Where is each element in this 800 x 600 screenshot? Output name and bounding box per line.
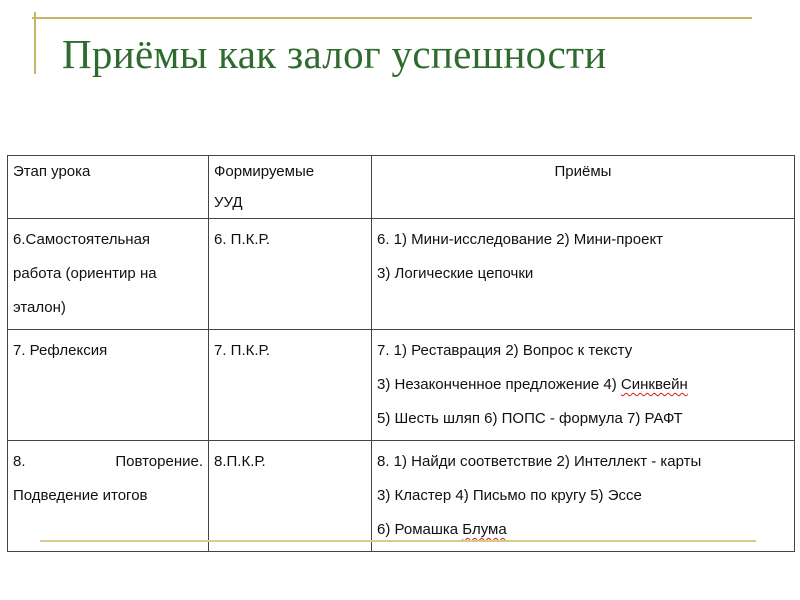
header-techniques-label: Приёмы — [554, 163, 612, 180]
header-uud-line1: Формируемые — [214, 163, 315, 180]
stage-line — [13, 257, 203, 291]
header-uud-line2: УУД — [214, 194, 243, 211]
stage-text: работа (ориентир на — [13, 265, 157, 282]
stage-text: Повторение. — [115, 453, 203, 470]
spellcheck-word: Синквейн — [620, 376, 688, 393]
lesson-table — [7, 155, 795, 552]
technique-text: 3) Незаконченное предложение 4) — [377, 376, 621, 393]
table-header-row — [8, 156, 795, 219]
header-techniques — [372, 156, 795, 219]
stage-line — [13, 445, 203, 479]
row3-stage — [8, 441, 209, 552]
technique-line — [377, 368, 789, 402]
row3-uud — [209, 441, 372, 552]
header-uud — [209, 156, 372, 219]
row1-uud — [209, 219, 372, 330]
frame-top-line — [32, 17, 752, 19]
table-row — [8, 330, 795, 441]
row2-uud — [209, 330, 372, 441]
stage-line: эталон) — [13, 299, 66, 316]
uud-value: 7. П.К.Р. — [214, 342, 270, 359]
header-stage-label: Этап урока — [13, 163, 91, 180]
header-stage — [8, 156, 209, 219]
technique-text: 6) Ромашка — [377, 521, 463, 538]
technique-line: 3) Логические цепочки — [377, 265, 534, 282]
slide-title: Приёмы как залог успешности — [62, 31, 607, 77]
row2-techniques — [372, 330, 795, 441]
row3-techniques — [372, 441, 795, 552]
row1-stage — [8, 219, 209, 330]
table-row — [8, 441, 795, 552]
spellcheck-word: Блума — [462, 521, 507, 538]
table-row — [8, 219, 795, 330]
stage-line: 7. Рефлексия — [13, 342, 108, 359]
stage-line: Подведение итогов — [13, 487, 148, 504]
technique-line: 3) Кластер 4) Письмо по кругу 5) Эссе — [377, 487, 642, 504]
uud-value: 6. П.К.Р. — [214, 231, 270, 248]
uud-value: 8.П.К.Р. — [214, 453, 266, 470]
technique-line: 5) Шесть шляп 6) ПОПС - формула 7) РАФТ — [377, 410, 683, 427]
stage-text: 8. — [13, 453, 26, 470]
row1-techniques — [372, 219, 795, 330]
row2-stage — [8, 330, 209, 441]
technique-line: 6. 1) Мини-исследование 2) Мини-проект — [377, 231, 664, 248]
technique-line: 7. 1) Реставрация 2) Вопрос к тексту — [377, 342, 633, 359]
stage-line: 6.Самостоятельная — [13, 231, 151, 248]
technique-line: 8. 1) Найди соответствие 2) Интеллект - карты — [377, 453, 702, 470]
frame-left-line — [34, 12, 36, 74]
frame-bottom-line — [40, 540, 756, 542]
